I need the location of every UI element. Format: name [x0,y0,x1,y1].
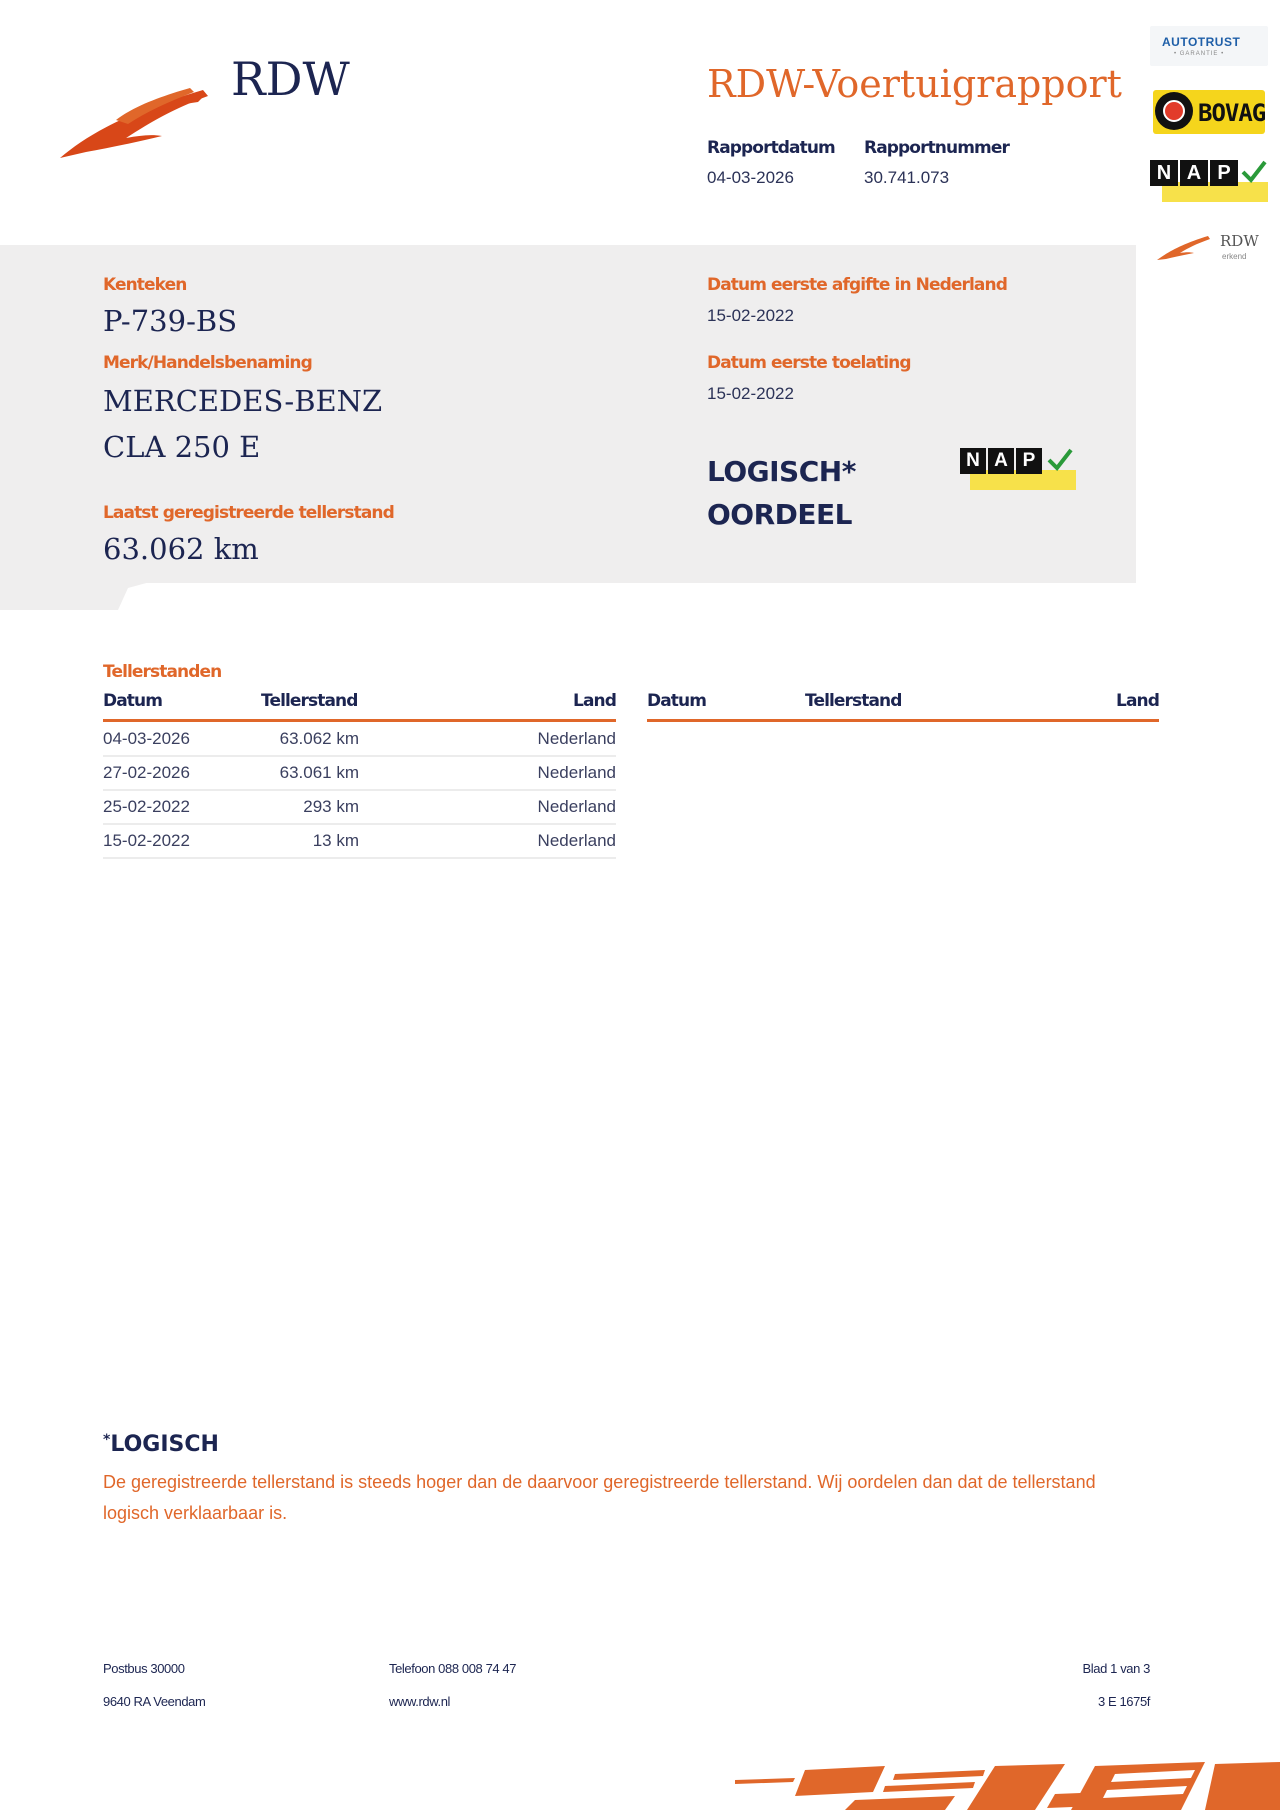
report-date: 04-03-2026 [707,168,794,187]
cell-date: 04-03-2026 [103,729,190,748]
footnote-text: De geregistreerde tellerstand is steeds hoger dan de daarvoor geregistreerde tellerstand. Wij oordelen dan dat de tellerstand logisch verklaarbaar is. [103,1472,1096,1523]
table-row [103,722,616,757]
report-number: 30.741.073 [864,168,950,187]
make-label: Merk/Handelsbenaming [103,353,312,373]
report-number-label: Rapportnummer [864,138,1009,158]
autotrust-badge [1150,26,1268,66]
footer-website[interactable]: www.rdw.nl [389,1694,451,1709]
first-issue-nl-value: 15-02-2022 [707,306,794,325]
column-header-date: Datum [647,691,707,711]
verdict-line1: LOGISCH* [707,455,856,488]
cell-country: Nederland [537,729,616,748]
column-header-reading: Tellerstand [261,691,358,711]
nap-letter-box: P [1210,160,1238,186]
autotrust-label: AUTOTRUST [1162,35,1241,49]
footer-page: Blad 1 van 3 [1082,1661,1150,1676]
report-date-label: Rapportdatum [707,138,835,158]
footnote-title [103,1432,219,1457]
table-row [103,790,616,825]
table-header-left [103,691,616,722]
panel-tab [0,582,150,610]
table-row [103,824,616,859]
column-header-country: Land [1116,691,1159,711]
column-header-country: Land [573,691,616,711]
cell-country: Nederland [537,831,616,850]
asterisk: * [103,1432,111,1448]
rdw-erkend-logo-icon [1156,232,1212,262]
nap-letter-box: N [960,448,986,474]
footer-stripes-decoration [735,1760,1280,1810]
nap-letter-box: A [1180,160,1208,186]
model-value: CLA 250 E [103,430,261,464]
page-title: RDW-Voertuigrapport [707,62,1122,106]
cell-date: 27-02-2026 [103,763,190,782]
odometer-table-body [103,722,616,862]
first-admission-value: 15-02-2022 [707,384,794,403]
logo-text: RDW [231,52,350,106]
nap-letter-box: A [988,448,1014,474]
verdict-line2: OORDEEL [707,498,853,531]
odometer-value: 63.062 km [103,532,259,566]
footer-address-2: 9640 RA Veendam [103,1694,206,1709]
bovag-inner-icon [1163,100,1185,122]
check-icon [1240,158,1268,186]
odometer-table-title: Tellerstanden [103,662,222,682]
check-icon [1046,446,1074,474]
cell-reading: 293 km [303,797,359,816]
cell-country: Nederland [537,797,616,816]
bovag-badge [1153,90,1265,134]
rdw-erkend-text: RDW [1220,232,1259,250]
rdw-erkend-sub: erkend [1222,252,1247,261]
nap-badge-panel [960,446,1076,490]
cell-reading: 13 km [312,831,359,850]
cell-reading: 63.061 km [279,763,359,782]
first-admission-label: Datum eerste toelating [707,353,911,373]
cell-date: 25-02-2022 [103,797,190,816]
footnote-title-text: LOGISCH [110,1432,219,1457]
column-header-date: Datum [103,691,163,711]
rdw-logo-icon [58,80,213,162]
plate-value: P-739-BS [103,304,238,338]
column-header-reading: Tellerstand [805,691,902,711]
autotrust-sub: • GARANTIE • [1174,51,1225,57]
nap-letter-box: N [1150,160,1178,186]
footer-code: 3 E 1675f [1097,1694,1150,1709]
first-issue-nl-label: Datum eerste afgifte in Nederland [707,275,1007,295]
table-row [103,756,616,791]
plate-label: Kenteken [103,275,187,295]
footer-phone: Telefoon 088 008 74 47 [389,1661,517,1676]
table-header-right [647,691,1159,722]
nap-badge-top [1150,158,1268,202]
make-value: MERCEDES-BENZ [103,384,383,418]
cell-country: Nederland [537,763,616,782]
bovag-label: BOVAG [1198,99,1266,127]
cell-date: 15-02-2022 [103,831,190,850]
cell-reading: 63.062 km [279,729,359,748]
footer-address-1: Postbus 30000 [103,1661,185,1676]
odometer-label: Laatst geregistreerde tellerstand [103,503,394,523]
nap-letter-box: P [1016,448,1042,474]
